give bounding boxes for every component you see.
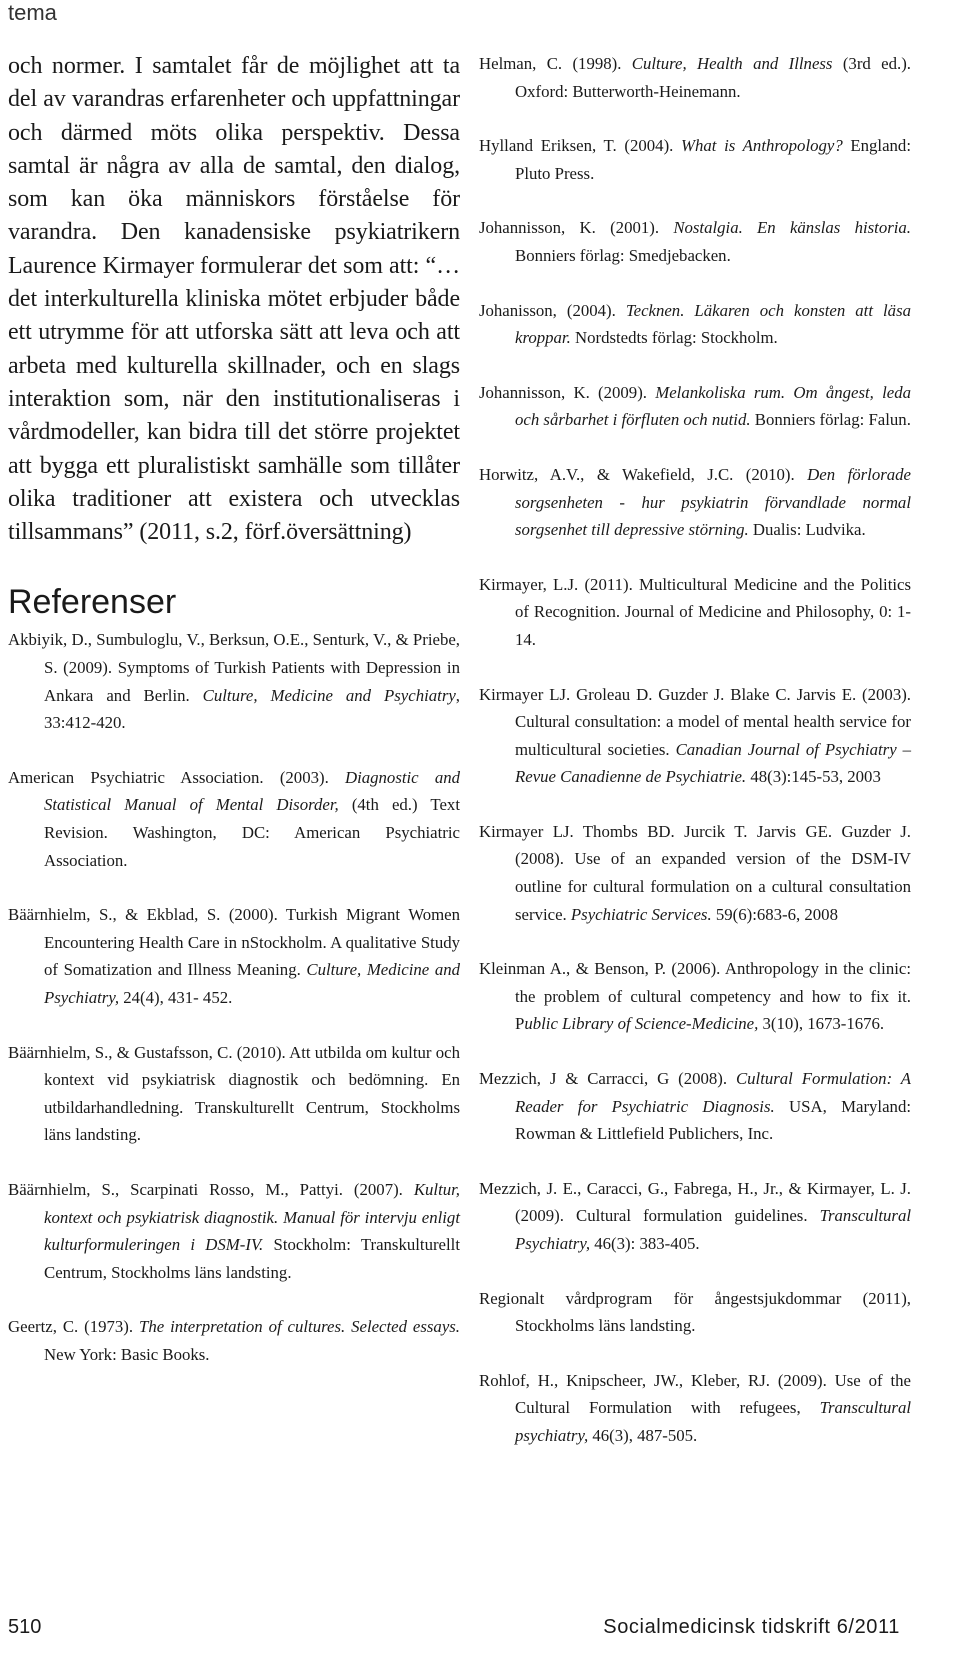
reference-title: Transcultural Psychiatry, [515, 1206, 911, 1253]
reference-title: Melankoliska rum. Om ångest, leda och sårbarhet i förfluten och nutid. [515, 382, 911, 430]
section-header: tema [8, 0, 57, 25]
reference-entry [479, 1285, 911, 1340]
reference-post: USA, Maryland: Rowman & Littlefield Publichers, Inc. [515, 1096, 911, 1144]
reference-post: 59(6):683-6, 2008 [711, 904, 838, 924]
reference-pre: Mezzich, J. E., Caracci, G., Fabrega, H., Jr., & Kirmayer, L. J. (2009). Cultural formulation guidelines. [479, 1178, 911, 1226]
reference-pre: Helman, C. (1998). [479, 54, 632, 73]
reference-title: Den förlorade sorgsenheten - hur psykiatrin förvandlade normal sorgsenhet till depressive störning. [515, 464, 911, 540]
reference-pre: Kirmayer, L.J. (2011). Multicultural Medicine and the Politics of Recognition. Journal of Medicine and Philosophy, 0: 1-14. [479, 574, 911, 649]
reference-entry [479, 297, 911, 352]
reference-entry [8, 901, 460, 1011]
reference-entry [479, 681, 911, 791]
reference-entry [8, 1313, 460, 1368]
reference-entry [479, 1175, 911, 1258]
left-column [8, 50, 460, 1396]
reference-pre: Johanisson, (2004). [479, 300, 626, 320]
reference-post: Bonniers förlag: Falun. [750, 410, 911, 430]
reference-entry [8, 1176, 460, 1286]
reference-title: Culture, Health and Illness [631, 54, 833, 73]
reference-post: New York: Basic Books. [44, 1344, 210, 1364]
reference-title: Psychiatric Services. [570, 904, 712, 924]
reference-entry [479, 955, 911, 1038]
references-heading: Referenser [8, 583, 177, 622]
reference-title: Nostalgia. En känslas historia. [673, 218, 911, 238]
reference-pre: Akbiyik, D., Sumbuloglu, V., Berksun, O.E., Senturk, V., & Priebe, S. (2009). Symptoms of Turkish Patients with Depression in Ankara and Berlin. [8, 630, 460, 705]
reference-pre: Johannisson, K. (2001). [479, 218, 674, 238]
reference-title: ublic Library of Science-Medicine, [524, 1014, 759, 1034]
reference-entry [8, 626, 460, 736]
page-number: 510 [8, 1616, 42, 1638]
reference-pre: Kleinman A., & Benson, P. (2006). Anthropology in the clinic: the problem of cultural competency and how to fix it. P [479, 959, 911, 1034]
reference-pre: Johannisson, K. (2009). [479, 382, 656, 402]
reference-post: Nordstedts förlag: Stockholm. [570, 328, 778, 348]
reference-pre: Geertz, C. (1973). [8, 1317, 139, 1337]
reference-title: Cultural Formulation: A Reader for Psychiatric Diagnosis. [515, 1069, 911, 1116]
reference-entry [479, 379, 911, 434]
reference-pre: Bäärnhielm, S., & Ekblad, S. (2000). Turkish Migrant Women Encountering Health Care in nStockholm. A qualitative Study of Somatization and Illness Meaning. [8, 905, 460, 980]
reference-pre: Hylland Eriksen, T. (2004). [479, 136, 682, 156]
references-list-left [8, 626, 460, 1368]
reference-pre: Regionalt vårdprogram för ångestsjukdommar (2011), Stockholms läns landsting. [479, 1288, 911, 1336]
reference-post: Bonniers förlag: Smedjebacken. [515, 245, 731, 265]
reference-entry [479, 214, 911, 269]
reference-title: Diagnostic and Statistical Manual of Mental Disorder, [44, 767, 460, 815]
right-column [479, 50, 911, 1477]
reference-title: Culture, Medicine and Psychiatry, [44, 960, 461, 1007]
reference-title: Tecknen. Läkaren och konsten att läsa kroppar. [515, 300, 911, 348]
reference-pre: Mezzich, J & Carracci, G (2008). [479, 1069, 736, 1089]
reference-entry [479, 571, 911, 654]
reference-pre: Horwitz, A.V., & Wakefield, J.C. (2010). [479, 464, 808, 484]
reference-entry [8, 1039, 460, 1149]
reference-post: England: Pluto Press. [515, 136, 911, 183]
reference-post: 48(3):145-53, 2003 [746, 767, 881, 787]
reference-title: Kultur, kontext och psykiatrisk diagnostik. Manual för intervju enligt kulturformuleringen i DSM-IV. [44, 1179, 460, 1255]
references-list-right [479, 50, 911, 1450]
reference-post: 3(10), 1673-1676. [758, 1014, 885, 1034]
reference-post: (4th ed.) Text Revision. Washington, DC: American Psychiatric Association. [44, 795, 460, 870]
reference-post: 24(4), 431- 452. [119, 987, 233, 1007]
reference-post: Stockholm: Transkulturellt Centrum, Stockholms läns landsting. [44, 1235, 460, 1282]
reference-post: 46(3): 383-405. [590, 1234, 700, 1253]
reference-pre: Rohlof, H., Knipscheer, JW., Kleber, RJ. (2009). Use of the Cultural Formulation with refugees, [479, 1370, 911, 1418]
reference-pre: Bäärnhielm, S., & Gustafsson, C. (2010). Att utbilda om kultur och kontext vid psykiatrisk diagnostik och bedömning. En utbildarhandledning. Transkulturellt Centrum, Stockholms läns landsting. [8, 1042, 460, 1145]
reference-title: Transcultural psychiatry, [515, 1398, 911, 1445]
reference-title: Canadian Journal of Psychiatry – Revue Canadienne de Psychiatrie. [515, 739, 911, 787]
reference-entry [479, 461, 911, 544]
reference-post: 46(3), 487-505. [588, 1425, 698, 1445]
reference-entry [479, 818, 911, 928]
reference-pre: Kirmayer LJ. Thombs BD. Jurcik T. Jarvis GE. Guzder J. (2008). Use of an expanded version of the DSM-IV outline for cultural formulation on a cultural consultation service. [479, 821, 911, 924]
reference-post: , 33:412-420. [44, 685, 460, 733]
reference-entry [8, 764, 460, 874]
reference-pre: American Psychiatric Association. (2003). [8, 767, 345, 787]
reference-title: The interpretation of cultures. Selected essays. [138, 1317, 460, 1337]
reference-title: Culture, Medicine and Psychiatry [202, 685, 456, 705]
reference-title: What is Anthropology? [681, 136, 843, 156]
reference-pre: Kirmayer LJ. Groleau D. Guzder J. Blake C. Jarvis E. (2003). Cultural consultation: a model of mental health service for multicultural societies. [479, 684, 911, 759]
journal-title: Socialmedicinsk tidskrift 6/2011 [603, 1616, 900, 1638]
reference-pre: Bäärnhielm, S., Scarpinati Rosso, M., Pattyi. (2007). [8, 1179, 414, 1199]
reference-post: (3rd ed.). Oxford: Butterworth-Heinemann. [515, 54, 911, 101]
reference-post: Dualis: Ludvika. [748, 520, 866, 540]
reference-entry [479, 1367, 911, 1450]
body-paragraph: och normer. I samtalet får de möjlighet att ta del av varandras erfarenheter och uppfattningar och därmed möts olika perspektiv. Dessa samtal är några av alla de samtal, den dialog, som kan öka människors förståelse för varandra. Den kanadensiske psykiatrikern Laurence Kirmayer formulerar det som att: “…det interkulturella kliniska mötet erbjuder både ett utrymme för att utforska sätt att leva och att arbeta med kulturella skillnader, och en slags interaktion som, när den institutionaliseras i vårdmodeller, kan bidra till det större projektet att bygga ett pluralistiskt samhälle som tillåter olika traditioner att existera och utvecklas tillsammans” (2011, s.2, förf.översättning) [8, 53, 460, 546]
reference-entry [479, 50, 911, 105]
reference-entry [479, 132, 911, 187]
reference-entry [479, 1065, 911, 1148]
